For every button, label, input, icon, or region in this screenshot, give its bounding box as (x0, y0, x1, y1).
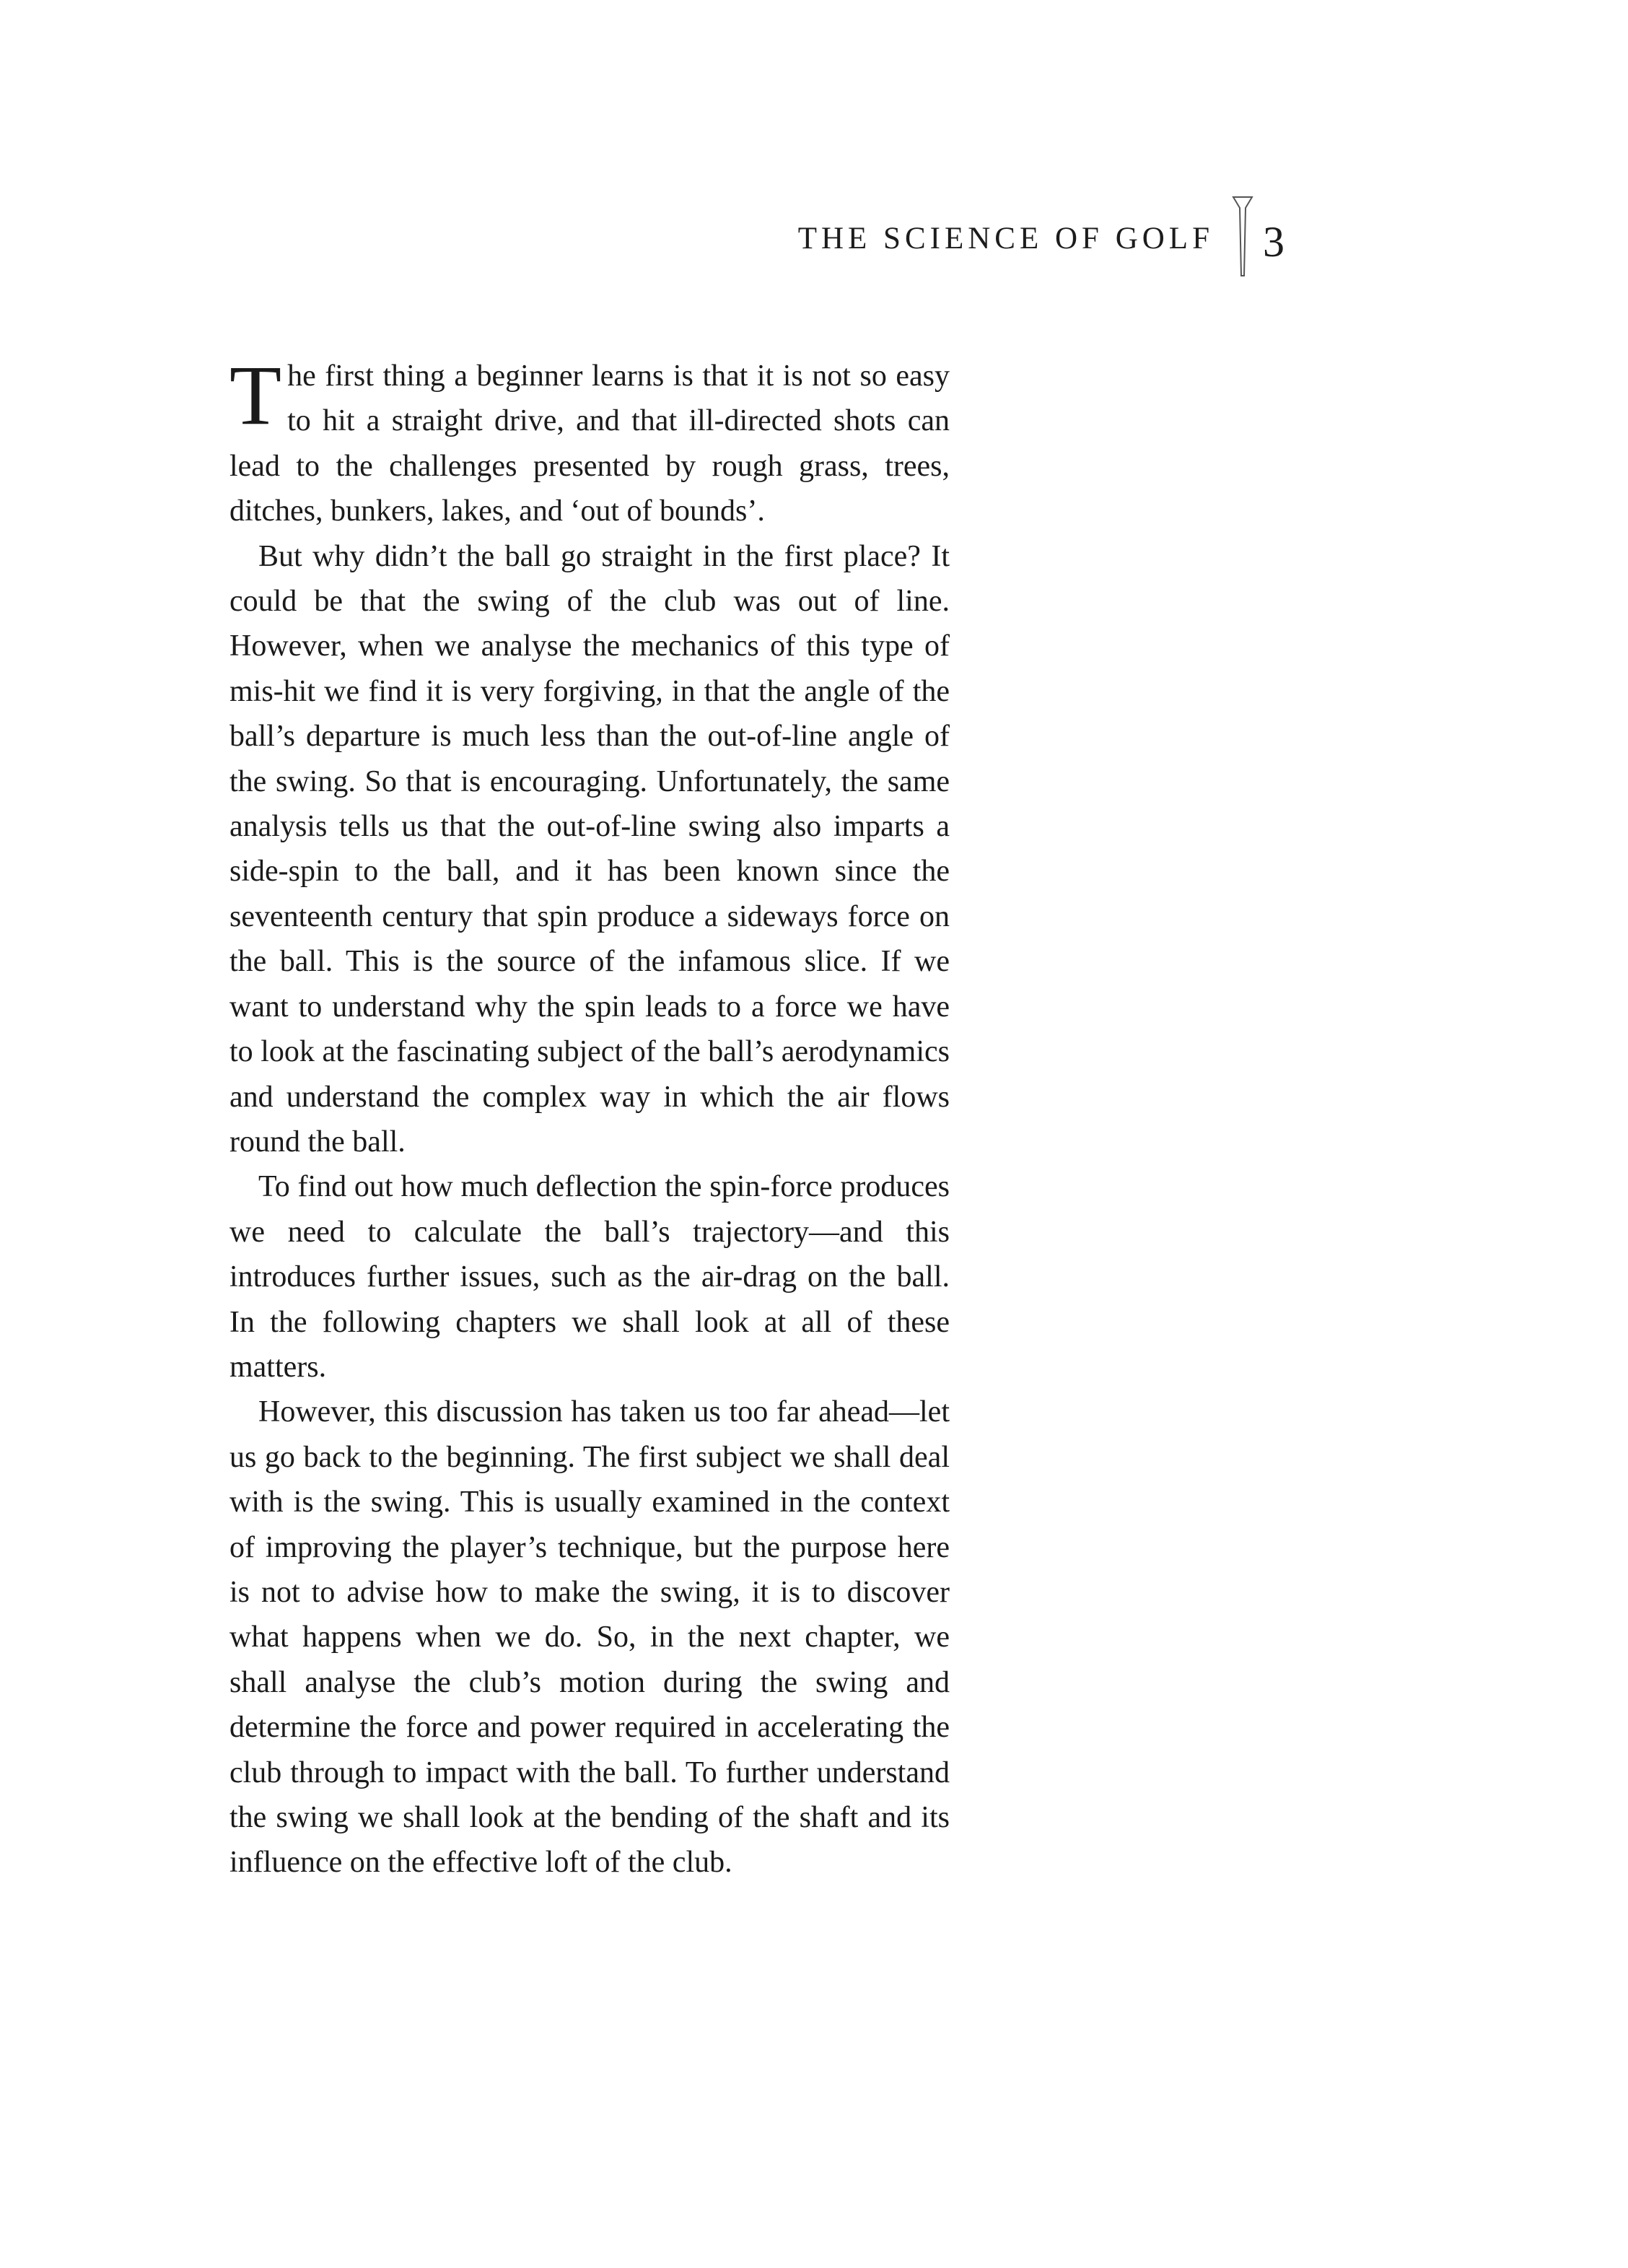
paragraph-4: However, this discussion has taken us too far ahead—let us go back to the beginning. The first subject we shall deal with is the swing. This is usually examined in the context of improving the player’s technique, but the purpose here is not to advise how to make the swing, it is to discover what happens when we do. So, in the next chapter, we shall analyse the club’s motion during the swing and determine the force and power required in accelerating the club through to impact with the ball. To further understand the swing we shall look at the bending of the shaft and its influence on the effective loft of the club. (229, 1395, 950, 1880)
paragraph-3: To find out how much deflection the spin-force produces we need to calculate the ball’s trajectory—and this introduces further issues, such as the air-drag on the ball. In the following chapters we shall look at all of these matters. (229, 1170, 950, 1384)
paragraph-2: But why didn’t the ball go straight in the first place? It could be that the swing of the club was out of line. However, when we analyse the mechanics of this type of mis-hit we find it is very forgiving, in that the angle of the ball’s departure is much less than the out-of-line angle of the swing. So that is encouraging. Unfortunately, the same analysis tells us that the out-of-line swing also imparts a side-spin to the ball, and it has been known since the seventeenth century that spin produce a sideways force on the ball. This is the source of the infamous slice. If we want to understand why the spin leads to a force we have to look at the fascinating subject of the ball’s aerodynamics and understand the complex way in which the air flows round the ball. (229, 539, 950, 1159)
body-text (229, 348, 950, 1885)
golf-tee-icon (1232, 195, 1253, 279)
running-title: THE SCIENCE OF GOLF (797, 222, 1214, 256)
running-head (797, 217, 1292, 282)
drop-cap: T (229, 348, 282, 442)
page-number: 3 (1263, 218, 1285, 266)
paragraph-1 (229, 348, 950, 534)
paragraph-1-text: he first thing a beginner learns is that it is not so easy to hit a straight drive, and that ill-directed shots can lead to the challenges presented by rough grass, trees, ditches, bunkers, lakes, and ‘out of bounds’. (229, 359, 950, 528)
